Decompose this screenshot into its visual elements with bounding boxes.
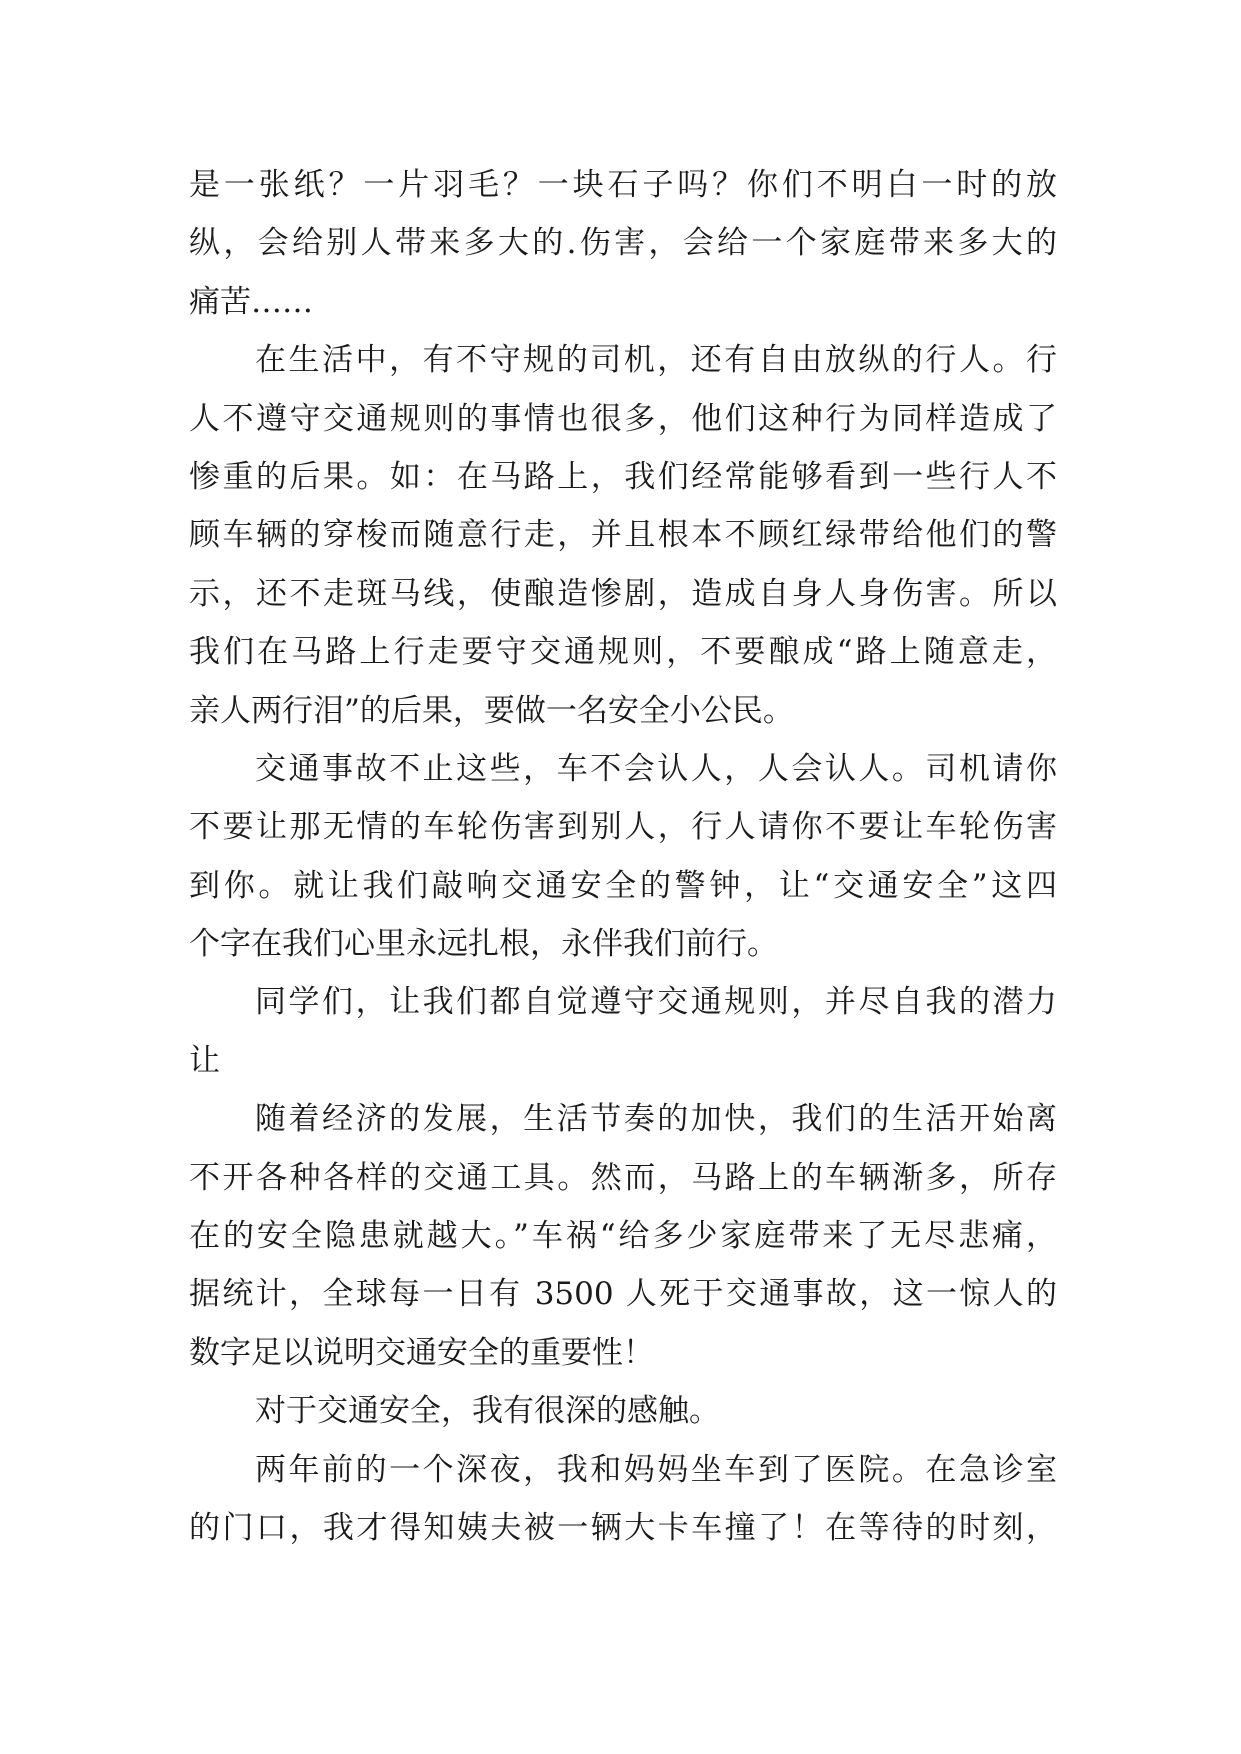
text-line: 随着经济的发展，生活节奏的加快，我们的生活开始离 — [255, 1101, 1057, 1138]
text-line: 同学们，让我们都自觉遵守交通规则，并尽自我的潜力 — [255, 984, 1057, 1021]
paragraph — [189, 156, 1057, 331]
text-line: 亲人两行泪”的后果，要做一名安全小公民。 — [189, 692, 794, 729]
text-line: 让 — [189, 1042, 220, 1079]
text-line: 不开各种各样的交通工具。然而，马路上的车辆渐多，所存 — [189, 1159, 1057, 1196]
paragraph — [189, 331, 1057, 740]
paragraph — [189, 1382, 1057, 1440]
text-line: 我们在马路上行走要守交通规则，不要酿成“路上随意走， — [189, 634, 1057, 671]
text-line: 交通事故不止这些，车不会认人，人会认人。司机请你 — [255, 750, 1057, 787]
body-text — [189, 156, 1057, 1557]
text-line: 个字在我们心里永远扎根，永伴我们前行。 — [189, 926, 778, 963]
text-line: 惨重的后果。如：在马路上，我们经常能够看到一些行人不 — [189, 458, 1057, 495]
paragraph — [189, 1441, 1057, 1558]
text-line: 示，还不走斑马线，使酿造惨剧，造成自身人身伤害。所以 — [189, 575, 1057, 612]
text-line: 到你。就让我们敲响交通安全的警钟，让“交通安全”这四 — [189, 867, 1057, 904]
paragraph — [189, 973, 1057, 1090]
text-line: 顾车辆的穿梭而随意行走，并且根本不顾红绿带给他们的警 — [189, 517, 1057, 554]
text-line: 痛苦…… — [189, 283, 313, 320]
text-line: 数字足以说明交通安全的重要性！ — [189, 1334, 654, 1371]
text-line: 两年前的一个深夜，我和妈妈坐车到了医院。在急诊室 — [255, 1451, 1057, 1488]
paragraph — [189, 740, 1057, 974]
text-line: 纵，会给别人带来多大的.伤害，会给一个家庭带来多大的 — [189, 225, 1057, 262]
paragraph — [189, 1090, 1057, 1382]
text-line: 的门口，我才得知姨夫被一辆大卡车撞了！在等待的时刻， — [189, 1509, 1057, 1546]
text-line: 据统计，全球每一日有 3500 人死于交通事故，这一惊人的 — [189, 1276, 1057, 1313]
text-line: 在生活中，有不守规的司机，还有自由放纵的行人。行 — [255, 342, 1057, 379]
text-line: 是一张纸？一片羽毛？一块石子吗？你们不明白一时的放 — [189, 167, 1057, 203]
text-line: 不要让那无情的车轮伤害到别人，行人请你不要让车轮伤害 — [189, 809, 1057, 846]
text-line: 在的安全隐患就越大。”车祸“给多少家庭带来了无尽悲痛， — [189, 1218, 1057, 1255]
text-line: 人不遵守交通规则的事情也很多，他们这种行为同样造成了 — [189, 400, 1057, 437]
text-line: 对于交通安全，我有很深的感触。 — [255, 1393, 720, 1430]
